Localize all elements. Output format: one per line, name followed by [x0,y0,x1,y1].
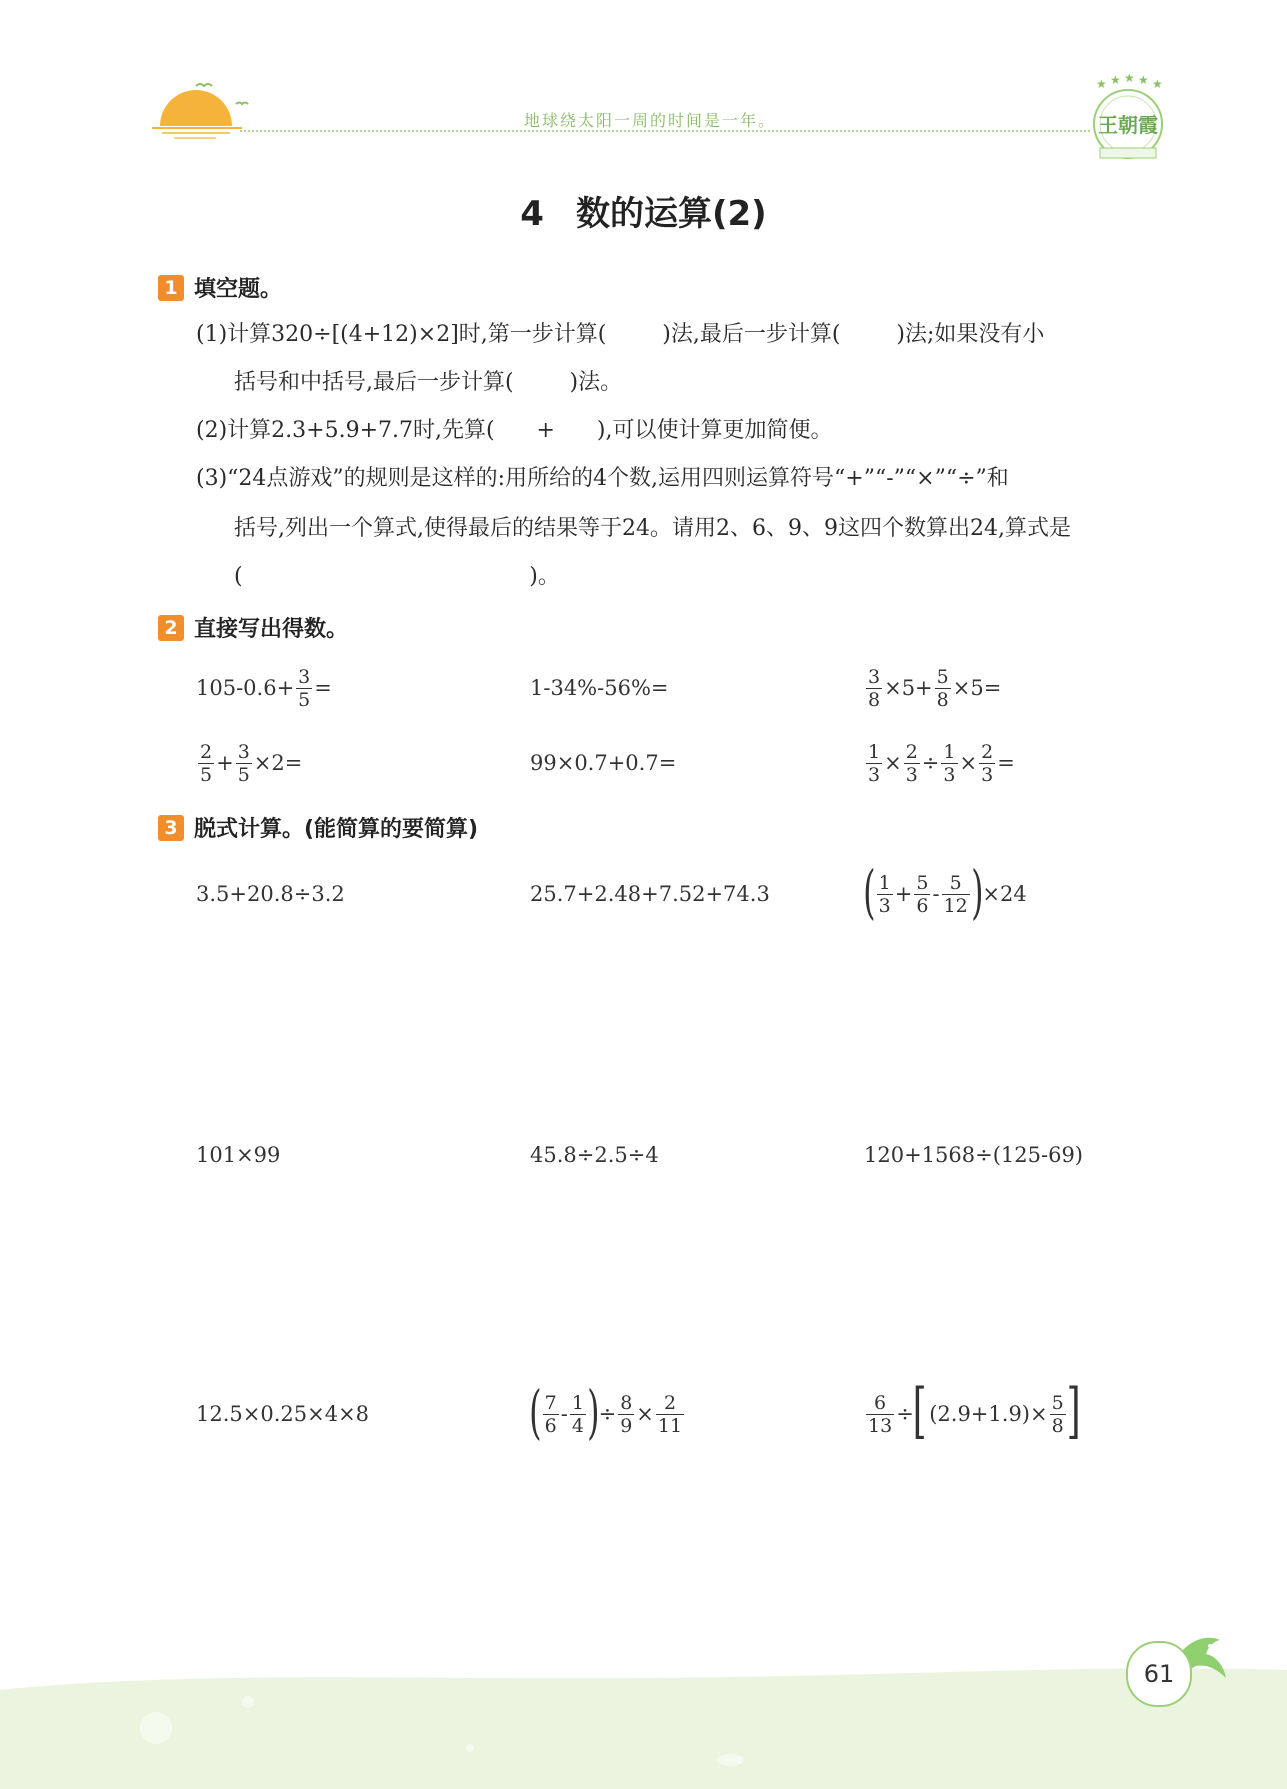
expr-text: 3.5+20.8÷3.2 [196,882,345,906]
fraction: $\frac{1}{4}$ [571,1391,584,1437]
expr-text: + [894,882,913,906]
mental-calc-3 [864,660,1001,716]
section-3-badge: 3 [158,815,184,841]
fraction: $\frac{3}{5}$ [237,740,250,786]
fraction: $\frac{5}{8}$ [1051,1391,1064,1437]
svg-text:★: ★ [1124,74,1135,85]
question-1-line-2: 括号和中括号,最后一步计算( )法。 [234,370,623,395]
svg-text:★: ★ [1096,77,1107,91]
page-title [0,186,1287,235]
fraction: $\frac{3}{5}$ [298,665,311,711]
fraction: $\frac{5}{12}$ [943,871,968,917]
fraction: $\frac{2}{11}$ [657,1391,683,1437]
expr-text: 25.7+2.48+7.52+74.3 [530,882,770,906]
fraction: $\frac{2}{3}$ [905,740,918,786]
calc-problem-2 [530,864,770,924]
section-2-badge: 2 [158,615,184,641]
left-paren: ( [863,858,876,926]
expr-text: ×5+ [884,676,933,700]
expr-text: - [560,1402,568,1426]
left-bracket: [ [912,1376,927,1446]
lesson-title: 数的运算(2) [575,194,767,234]
expr-text: ÷ [896,1402,914,1426]
expr-text: 101×99 [196,1143,281,1167]
section-3-heading [158,812,478,843]
expr-text: (2.9+1.9)× [929,1402,1048,1426]
question-1-line-1: (1)计算320÷[(4+12)×2]时,第一步计算( )法,最后一步计算( )法;如果没有小 [196,322,1045,347]
footer-wave-background [0,1660,1287,1789]
calc-problem-8 [529,1378,686,1446]
expr-text: × [959,751,978,775]
expr-text: - [932,882,940,906]
svg-text:王朝霞: 王朝霞 [1098,113,1158,137]
fraction: $\frac{7}{6}$ [544,1391,557,1437]
calc-problem-4 [196,1140,280,1170]
section-3-title: 脱式计算。(能简算的要简算) [194,817,479,842]
fraction: $\frac{6}{13}$ [868,1391,893,1437]
expr-text: × [884,751,902,775]
expr-text: 45.8÷2.5÷4 [530,1143,659,1167]
fraction: $\frac{1}{3}$ [943,740,956,786]
mental-calc-1 [196,660,332,716]
expr-text: 120+1568÷(125-69) [864,1143,1084,1167]
expr-text: 105-0.6+ [196,676,295,700]
section-1-badge: 1 [158,275,184,301]
question-3-line-3: ( )。 [234,564,560,589]
expr-text: ÷ [598,1402,617,1426]
calc-problem-3 [863,858,1027,926]
expr-text: ×5= [952,676,1002,700]
right-bracket: ] [1066,1376,1081,1446]
svg-text:★: ★ [1110,74,1121,87]
calc-problem-9 [864,1376,1081,1446]
section-2-title: 直接写出得数。 [194,617,349,642]
question-2: (2)计算2.3+5.9+7.7时,先算( + ),可以使计算更加简便。 [196,418,833,443]
svg-text:★: ★ [1138,74,1149,87]
expr-text: = [314,676,332,700]
expr-text: ÷ [921,751,940,775]
right-paren: ) [970,858,984,926]
expr-text: ×24 [982,882,1027,906]
left-paren: ( [529,1378,542,1446]
calc-problem-6 [864,1140,1083,1170]
fraction: $\frac{2}{3}$ [981,740,994,786]
calc-problem-7 [196,1386,369,1442]
expr-text: × [636,1402,654,1426]
question-3-line-2: 括号,列出一个算式,使得最后的结果等于24。请用2、6、9、9这四个数算出24,算式是 [234,516,1071,541]
fraction: $\frac{5}{8}$ [936,665,949,711]
mental-calc-6 [864,735,1015,791]
calc-problem-1 [196,864,345,924]
calc-problem-5 [530,1140,659,1170]
question-3-line-1: (3)“24点游戏”的规则是这样的:用所给的4个数,运用四则运算符号“+”“-”“×”“÷”和 [196,466,1009,491]
expr-text: 1-34%-56%= [530,676,669,700]
svg-text:★: ★ [1152,77,1163,91]
fraction: $\frac{5}{6}$ [916,871,929,917]
fraction: $\frac{1}{3}$ [878,871,891,917]
brand-logo-icon [1082,74,1174,166]
expr-text: 12.5×0.25×4×8 [196,1402,370,1426]
section-2-heading [158,612,348,643]
page-number: 61 [1126,1641,1192,1707]
section-1-heading [158,272,282,303]
expr-text: + [216,751,234,775]
mental-calc-5 [530,735,676,791]
lesson-number: 4 [520,194,544,234]
fraction: $\frac{3}{8}$ [868,665,881,711]
mental-calc-4 [196,735,302,791]
section-1-title: 填空题。 [194,277,283,302]
header-motto: 地球绕太阳一周的时间是一年。 [524,111,777,130]
expr-text: 99×0.7+0.7= [530,751,677,775]
fraction: $\frac{2}{5}$ [200,740,213,786]
fraction: $\frac{8}{9}$ [620,1391,633,1437]
mental-calc-2 [530,660,669,716]
expr-text: ×2= [253,751,303,775]
expr-text: = [997,751,1015,775]
fraction: $\frac{1}{3}$ [868,740,881,786]
right-paren: ) [587,1378,600,1446]
